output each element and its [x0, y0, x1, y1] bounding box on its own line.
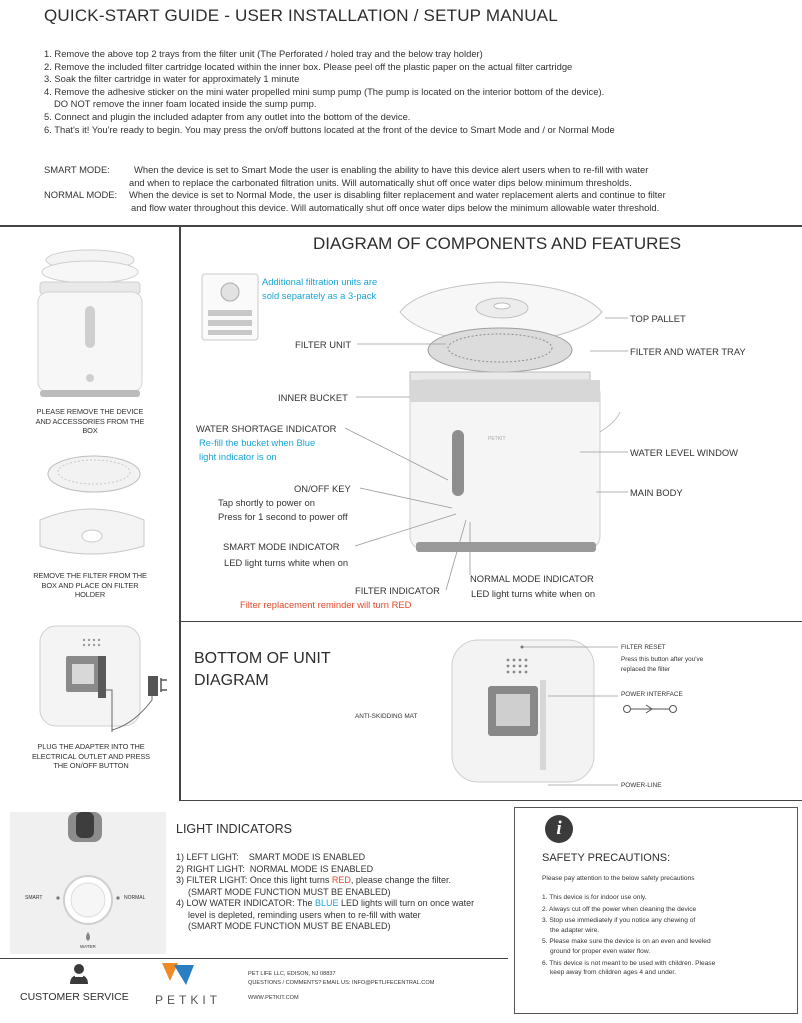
- normal-mode-text: and flow water throughout this device. Will automatically shut off once water dips below the minimum allowable water threshold.: [131, 201, 660, 213]
- light-item-value: SMART MODE IS ENABLED: [248, 852, 366, 862]
- light-item: [176, 875, 506, 887]
- brand-logo: PETKIT: [155, 993, 222, 1007]
- smart-indicator-note: LED light turns white when on: [224, 557, 349, 568]
- website-link[interactable]: WWW.PETKIT.COM: [248, 995, 299, 1001]
- safety-item: 5. Please make sure the device is on an even and leveled: [542, 938, 711, 946]
- onoff-key-label: ON/OFF KEY: [294, 483, 351, 494]
- filter-indicator-label: FILTER INDICATOR: [355, 585, 440, 596]
- customer-service-icon: [69, 963, 89, 985]
- main-body-label: MAIN BODY: [630, 487, 683, 498]
- step-item: 4. Remove the adhesive sticker on the mini water propelled mini sump pump (The pump is located on the interior bottom of the device).: [44, 85, 605, 97]
- light-item: [176, 852, 506, 864]
- light-item-label: 2) RIGHT LIGHT:: [176, 863, 245, 874]
- light-indicators-list: [176, 852, 506, 933]
- light-item-text: 4) LOW WATER INDICATOR: The: [176, 898, 316, 908]
- customer-service-label: CUSTOMER SERVICE: [20, 991, 129, 1003]
- light-item: [176, 898, 506, 910]
- filter-reset-label: FILTER RESET: [621, 644, 666, 651]
- power-plug-icon: [622, 703, 678, 715]
- filter-tray-label: FILTER AND WATER TRAY: [630, 346, 746, 357]
- filtration-note: sold separately as a 3-pack: [262, 290, 377, 301]
- filter-reset-note: replaced the filter: [621, 666, 671, 673]
- normal-mode-key: NORMAL MODE:: [44, 189, 118, 201]
- smart-mode-text: When the device is set to Smart Mode the user is enabling the ability to have this device alert users when to re-fill with water: [134, 164, 649, 175]
- light-item-text: LED lights will turn on once water: [338, 898, 475, 908]
- page-title: QUICK-START GUIDE - USER INSTALLATION / SETUP MANUAL: [44, 6, 558, 25]
- light-item: [176, 864, 506, 876]
- safety-item: ground for proper even water flow.: [550, 947, 651, 955]
- onoff-key-note: Press for 1 second to power off: [218, 511, 348, 522]
- filtration-note: Additional filtration units are: [262, 276, 378, 287]
- light-item-note: (SMART MODE FUNCTION MUST BE ENABLED): [188, 886, 391, 897]
- smart-mode-text: and when to replace the carbonated filtration units. Will automatically shut off once water dips below minimum thresholds.: [129, 176, 632, 188]
- light-item-highlight: BLUE: [315, 898, 339, 908]
- light-item-label: 1) LEFT LIGHT:: [176, 852, 239, 862]
- petkit-logo-icon: [160, 961, 196, 987]
- water-shortage-note: light indicator is on: [199, 451, 277, 462]
- step-caption: PLUG THE ADAPTER INTO THE ELECTRICAL OUTLET AND PRESS THE ON/OFF BUTTON: [31, 742, 151, 770]
- panel-normal-label: NORMAL: [124, 895, 146, 901]
- step-item: 3. Soak the filter cartridge in water for approximately 1 minute: [44, 73, 300, 85]
- safety-item: 6. This device is not meant to be used with children. Please: [542, 959, 716, 967]
- water-shortage-label: WATER SHORTAGE INDICATOR: [196, 423, 337, 434]
- step-item: 1. Remove the above top 2 trays from the filter unit (The Perforated / holed tray and the below tray holder): [44, 48, 483, 59]
- device-brand-mark: PETKIT: [488, 436, 506, 442]
- safety-intro: Please pay attention to the below safety precautions: [542, 875, 695, 882]
- step-item: DO NOT remove the inner foam located inside the sump pump.: [54, 98, 317, 110]
- light-item-note: (SMART MODE FUNCTION MUST BE ENABLED): [188, 921, 391, 931]
- safety-item: keep away from children ages 4 and under.: [550, 969, 677, 977]
- company-address: PET LIFE LLC, EDISON, NJ 08837: [248, 971, 336, 977]
- filter-indicator-note: Filter replacement reminder will turn RED: [240, 599, 412, 610]
- safety-title: SAFETY PRECAUTIONS:: [542, 852, 671, 864]
- light-indicators-title: LIGHT INDICATORS: [176, 822, 292, 836]
- step-caption: REMOVE THE FILTER FROM THE BOX AND PLACE ON FILTER HOLDER: [33, 571, 147, 599]
- onoff-key-note: Tap shortly to power on: [218, 497, 315, 508]
- safety-item: the adapter wire.: [550, 926, 600, 934]
- info-icon-glyph: i: [556, 818, 562, 839]
- filter-unit-label: FILTER UNIT: [295, 339, 352, 350]
- bottom-diagram-title-line: BOTTOM OF UNIT: [194, 650, 331, 667]
- panel-water-label: WATER: [80, 944, 96, 949]
- diagram-title: DIAGRAM OF COMPONENTS AND FEATURES: [313, 234, 682, 253]
- water-shortage-note: Re-fill the bucket when Blue: [199, 437, 316, 448]
- safety-panel: [514, 807, 798, 1014]
- step-item: 6. That's it! You're ready to begin. You may press the on/off buttons located at the front of the device to Smart Mode and / or Normal Mode: [44, 123, 615, 135]
- smart-mode-key: SMART MODE:: [44, 164, 110, 175]
- light-item-text: 3) FILTER LIGHT: Once this light turns: [176, 875, 332, 885]
- light-item-highlight: RED: [331, 875, 351, 885]
- light-item-value: NORMAL MODE IS ENABLED: [249, 863, 374, 874]
- step-item: 5. Connect and plugin the included adapter from any outlet into the bottom of the device.: [44, 110, 411, 122]
- power-line-label: POWER-LINE: [621, 782, 662, 789]
- smart-indicator-label: SMART MODE INDICATOR: [223, 541, 340, 552]
- light-item-text: , please change the filter.: [350, 875, 451, 885]
- safety-item: 2. Always cut off the power when cleaning the device: [542, 905, 697, 913]
- filter-reset-note: Press this button after you've: [621, 656, 704, 663]
- top-pallet-label: TOP PALLET: [630, 313, 686, 324]
- bottom-diagram-title-line: DIAGRAM: [194, 672, 269, 689]
- anti-skid-label: ANTI-SKIDDING MAT: [355, 713, 418, 720]
- safety-list: [542, 893, 797, 978]
- light-panel-illustration: [10, 812, 166, 954]
- power-interface-label: POWER INTERFACE: [621, 691, 683, 698]
- step-caption: PLEASE REMOVE THE DEVICE AND ACCESSORIES FROM THE BOX: [35, 407, 145, 435]
- safety-item: 3. Stop use immediately if you notice any chewing of: [542, 917, 696, 925]
- water-window-label: WATER LEVEL WINDOW: [630, 447, 738, 458]
- info-icon: [545, 815, 573, 843]
- normal-indicator-label: NORMAL MODE INDICATOR: [470, 573, 594, 584]
- normal-indicator-note: LED light turns white when on: [471, 588, 596, 599]
- normal-mode-text: When the device is set to Normal Mode, the user is disabling filter replacement and water replacement alerts and continue to filter: [129, 189, 666, 201]
- light-item-text: level is depleted, reminding users when to re-fill with water: [188, 909, 421, 920]
- step-item: 2. Remove the included filter cartridge located within the inner box. Please peel off the plastic paper on the actual filter cartridge: [44, 60, 573, 72]
- inner-bucket-label: INNER BUCKET: [278, 392, 348, 403]
- safety-item: 1. This device is for indoor use only.: [542, 894, 647, 901]
- contact-email[interactable]: QUESTIONS / COMMENTS? EMAIL US: INFO@PETLIFECENTRAL.COM: [248, 980, 435, 986]
- panel-smart-label: SMART: [25, 895, 43, 901]
